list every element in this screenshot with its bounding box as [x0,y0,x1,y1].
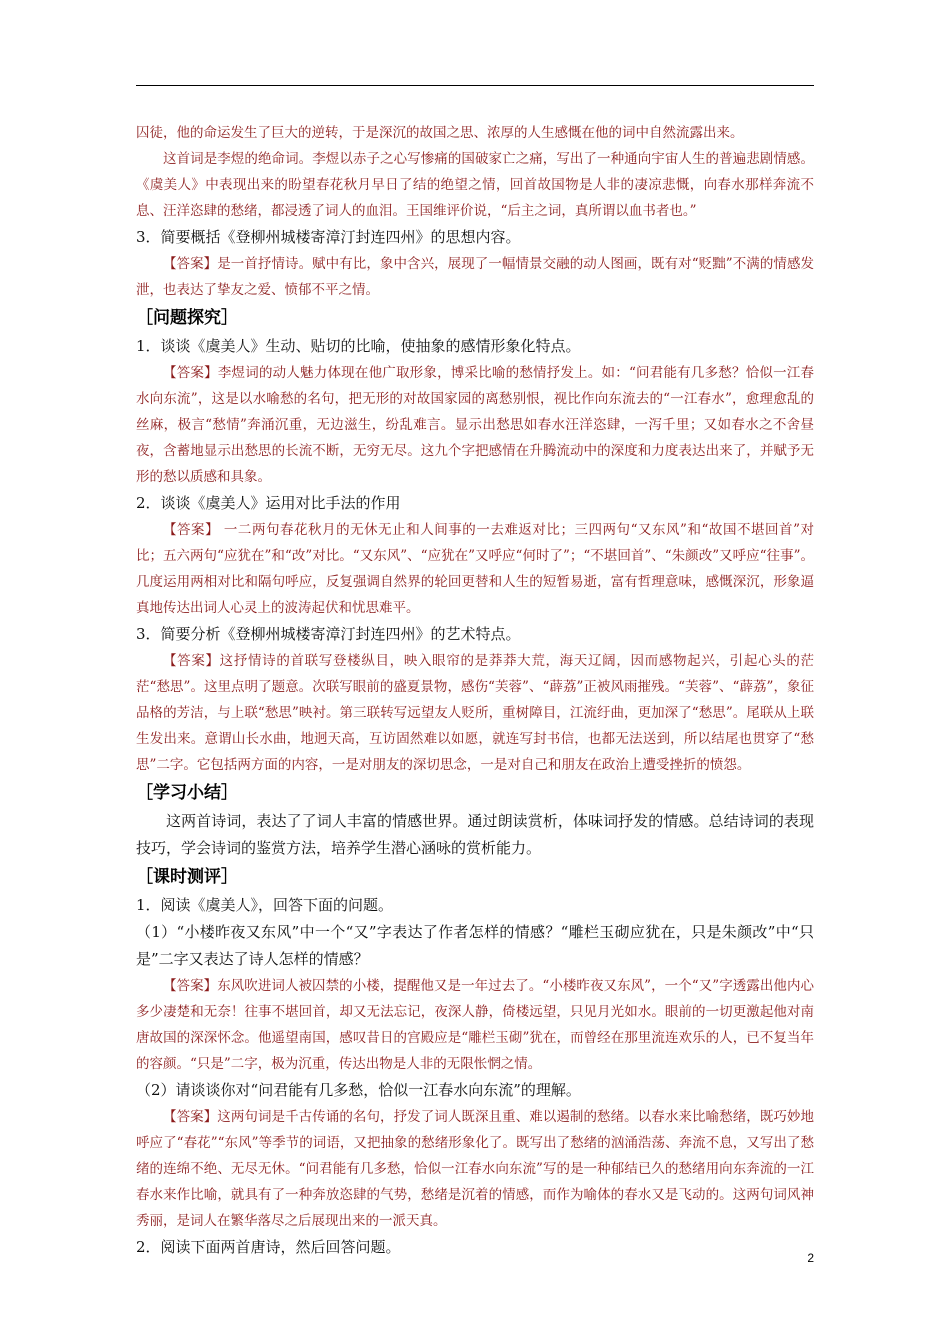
explore-question-1: 1．谈谈《虞美人》生动、贴切的比喻，使抽象的感情形象化特点。 [136,337,581,355]
answer-tag: 【答案】 [163,653,220,669]
explore-question-2: 2．谈谈《虞美人》运用对比手法的作用 [136,494,401,512]
test-sub-question-1: （1）“小楼昨夜又东风”中一个“又”字表达了作者怎样的情感？“雕栏玉砌应犹在，只是朱颜改”中“只是”二字又表达了诗人怎样的情感？ [136,923,814,968]
document-body [136,120,814,1261]
answer-tag: 【答案】 [163,256,218,272]
explore-question-3: 3．简要分析《登柳州城楼寄漳汀封连四州》的艺术特点。 [136,625,521,643]
answer-tag: 【答案】 [163,365,218,381]
test-sub-answer-1 [136,973,814,1077]
page-number: 2 [807,1251,814,1265]
explore-answer-1 [136,360,814,490]
section-heading-test: ［课时测评］ [136,867,238,887]
answer-tag: 【答案】 [163,978,218,994]
answer-text: 这两句词是千古传诵的名句，抒发了词人既深且重、难以遏制的愁绪。以春水来比喻愁绪，既巧妙地呼应了“春花”“东风”等季节的词语，又把抽象的愁绪形象化了。既写出了愁绪的汹涌浩荡、奔流不息，又写出了愁绪的连绵不绝、无尽无休。“问君能有几多愁，恰似一江春水向东流”写的是一种郁结已久的愁绪用向东奔流的一江春水来作比喻，就具有了一种奔放恣肆的气势，愁绪是沉着的情感，而作为喻体的春水又是飞动的。这两句词风神秀丽，是词人在繁华落尽之后展现出来的一派天真。 [136,1109,815,1229]
answer-text: 李煜词的动人魅力体现在他广取形象，博采比喻的愁情抒发上。如：“问君能有几多愁？恰似一江春水向东流”，这是以水喻愁的名句，把无形的对故国家园的离愁别恨，视比作向东流去的“一江春水”，愈理愈乱的丝麻，极言“愁情”奔涌沉重，无边滋生，纷乱难言。显示出愁思如春水汪洋恣肆，一泻千里；又如春水之不舍昼夜，含蓄地显示出愁思的长流不断，无穷无尽。这九个字把感情在升腾流动中的深度和力度表达出来了，并赋予无形的愁以质感和具象。 [136,365,815,485]
test-sub-answer-2 [136,1104,814,1234]
answer-tag: 【答案】 [163,522,220,538]
header-rule [136,85,814,86]
test-item-1: 1．阅读《虞美人》，回答下面的问题。 [136,896,394,914]
summary-text: 这两首诗词，表达了了词人丰富的情感世界。通过朗读赏析，体味词抒发的情感。总结诗词的表现技巧，学会诗词的鉴赏方法，培养学生潜心涵咏的赏析能力。 [136,812,814,857]
answer-3-intro [136,251,814,303]
answer-text: 一二两句春花秋月的无休无止和人间事的一去难返对比；三四两句“又东风”和“故国不堪回首”对比；五六两句“应犹在”和“改”对比。“又东风”、“应犹在”又呼应“何时了”；“不堪回首”、“朱颜改”又呼应“往事”。几度运用两相对比和隔句呼应，反复强调自然界的轮回更替和人生的短暂易逝，富有哲理意味，感慨深沉，形象逼真地传达出词人心灵上的波涛起伏和忧思难平。 [136,522,814,616]
question-3-intro: 3．简要概括《登柳州城楼寄漳汀封连四州》的思想内容。 [136,228,521,246]
answer-text: 东风吹进词人被囚禁的小楼，提醒他又是一年过去了。“小楼昨夜又东风”，一个“又”字透露出他内心多少凄楚和无奈！往事不堪回首，却又无法忘记，夜深人静，倚楼远望，只见月光如水。眼前的一切更激起他对南唐故国的深深怀念。他遥望南国，感叹昔日的宫殿应是“雕栏玉砌”犹在，而曾经在那里流连欢乐的人，已不复当年的容颜。“只是”二字，极为沉重，传达出物是人非的无限怅惘之情。 [136,978,815,1072]
intro-paragraph-2: 这首词是李煜的绝命词。李煜以赤子之心写惨痛的国破家亡之痛，写出了一种通向宇宙人生的普遍悲剧情感。《虞美人》中表现出来的盼望春花秋月早日了结的绝望之情，回首故国物是人非的凄凉悲慨，向春水那样奔流不息、汪洋恣肆的愁绪，都浸透了词人的血泪。王国维评价说，“后主之词，真所谓以血书者也。” [136,151,814,219]
test-item-2: 2．阅读下面两首唐诗，然后回答问题。 [136,1238,401,1256]
intro-paragraph-1: 囚徒，他的命运发生了巨大的逆转，于是深沉的故国之思、浓厚的人生感慨在他的词中自然流露出来。 [136,125,744,141]
answer-tag: 【答案】 [163,1109,218,1125]
test-sub-question-2: （2）请谈谈你对“问君能有几多愁，恰似一江春水向东流”的理解。 [136,1081,581,1099]
explore-answer-3 [136,648,814,778]
section-heading-explore: ［问题探究］ [136,308,238,328]
answer-text: 是一首抒情诗。赋中有比，象中含兴，展现了一幅情景交融的动人图画，既有对“贬黜”不满的情感发泄，也表达了挚友之爱、愤郁不平之情。 [136,256,814,298]
section-heading-summary: ［学习小结］ [136,783,238,803]
answer-text: 这抒情诗的首联写登楼纵目，映入眼帘的是莽莽大荒，海天辽阔，因而感物起兴，引起心头的茫茫“愁思”。这里点明了题意。次联写眼前的盛夏景物，感伤“芙蓉”、“薜荔”正被风雨摧残。“芙蓉”、“薜荔”，象征品格的芳洁，与上联“愁思”映衬。第三联转写远望友人贬所，重树障目，江流纡曲，更加深了“愁思”。尾联从上联生发出来。意谓山长水曲，地迥天高，互访固然难以如愿，就连写封书信，也都无法送到，所以结尾也贯穿了“愁思”二字。它包括两方面的内容，一是对朋友的深切思念，一是对自己和朋友在政治上遭受挫折的愤怨。 [136,653,815,773]
explore-answer-2 [136,517,814,621]
